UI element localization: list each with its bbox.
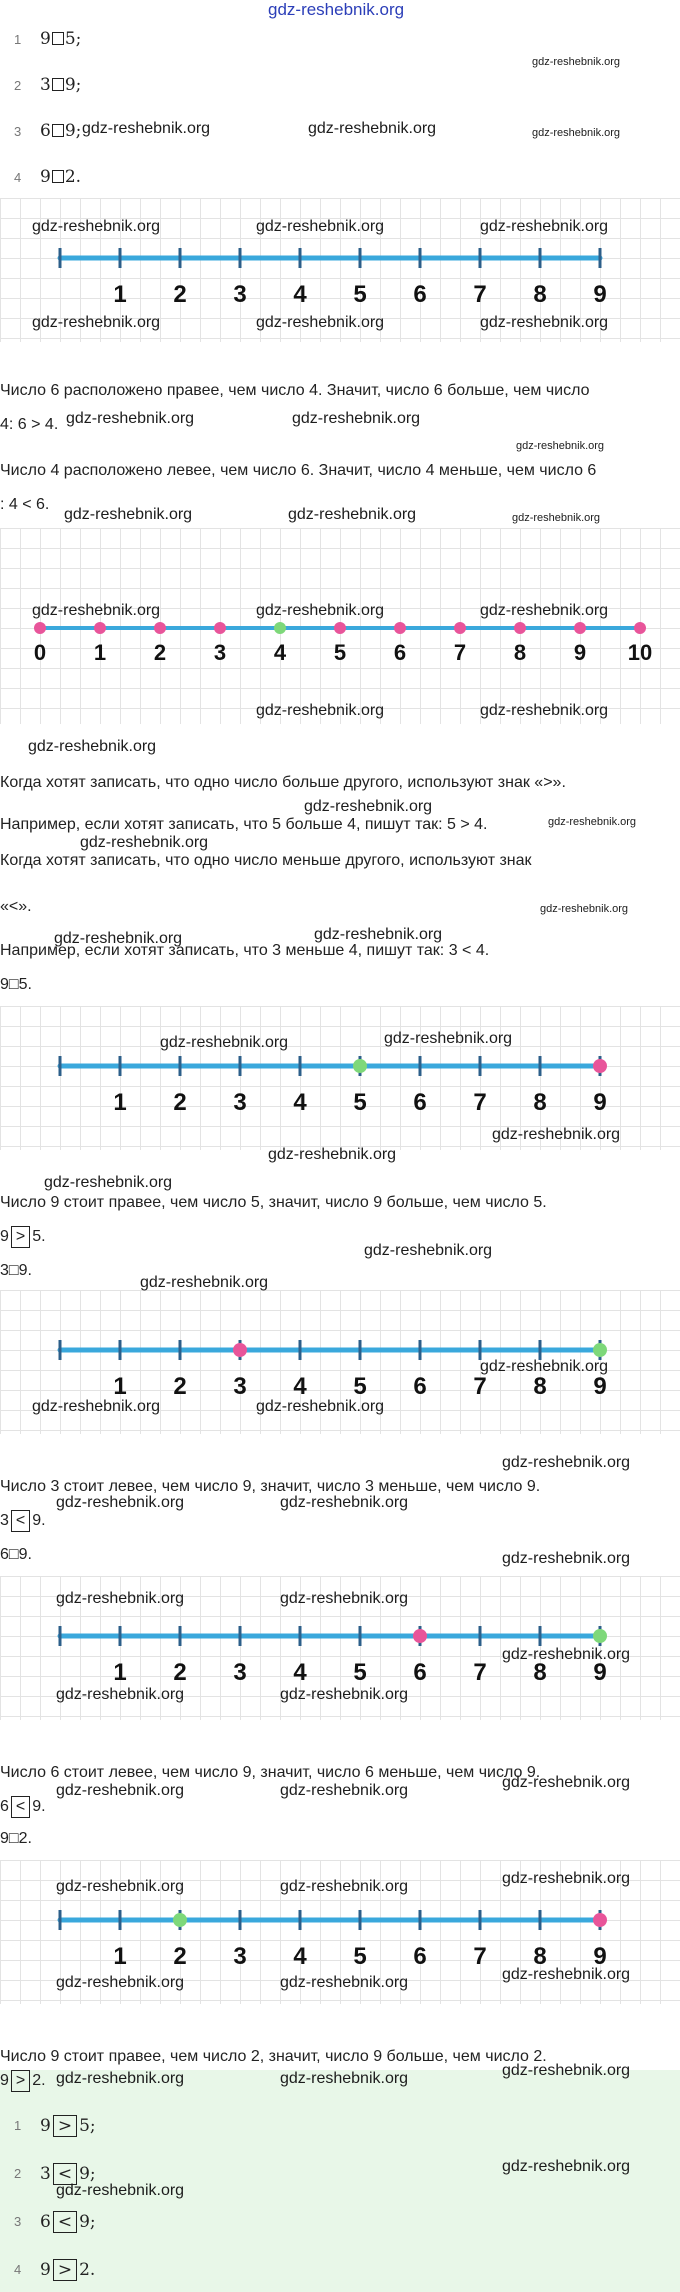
- task-row: 2 3 9;: [14, 75, 82, 95]
- watermark: gdz-reshebnik.org: [256, 1398, 385, 1415]
- number-line-2-panel: [0, 528, 680, 724]
- tick-label: 4: [293, 1373, 307, 1400]
- watermark: gdz-reshebnik.org: [32, 1398, 161, 1415]
- watermark: gdz-reshebnik.org: [502, 1966, 631, 1983]
- tick-label: 7: [473, 1943, 487, 1970]
- watermark: gdz-reshebnik.org: [480, 602, 609, 619]
- tick-label: 9: [593, 1373, 607, 1400]
- tick-label: 8: [533, 1659, 547, 1686]
- pink-point: [593, 1913, 607, 1927]
- tick-label: 5: [353, 1373, 367, 1400]
- watermark: gdz-reshebnik.org: [28, 738, 157, 755]
- tick-label: 0: [33, 640, 47, 665]
- watermark: gdz-reshebnik.org: [280, 1878, 409, 1895]
- pink-point: [413, 1629, 427, 1643]
- watermark: gdz-reshebnik.org: [256, 314, 385, 331]
- tick-label: 8: [533, 1943, 547, 1970]
- tick-label: 2: [173, 1089, 187, 1116]
- watermark: gdz-reshebnik.org: [56, 2070, 185, 2087]
- tick-label: 9: [593, 1943, 607, 1970]
- task-row: 1 9 5;: [14, 29, 82, 49]
- solution-2-result: 3 < 9.: [0, 1510, 46, 1532]
- tick-label: 9: [573, 640, 587, 665]
- watermark: gdz-reshebnik.org: [82, 120, 211, 137]
- tick-label: 9: [593, 1659, 607, 1686]
- solution-3-head: 6□9.: [0, 1546, 32, 1563]
- watermark: gdz-reshebnik.org: [256, 602, 385, 619]
- watermark: gdz-reshebnik.org: [492, 1126, 621, 1143]
- watermark: gdz-reshebnik.org: [256, 218, 385, 235]
- tick-label: 10: [627, 640, 653, 665]
- green-point: [353, 1059, 367, 1073]
- watermark: gdz-reshebnik.org: [364, 1242, 493, 1259]
- watermark: gdz-reshebnik.org: [280, 1974, 409, 1991]
- watermark: gdz-reshebnik.org: [280, 1590, 409, 1607]
- watermark: gdz-reshebnik.org: [314, 926, 443, 943]
- tick-label: 7: [473, 281, 487, 308]
- number-point: [574, 622, 586, 634]
- solution-1-head: 9□5.: [0, 976, 32, 993]
- watermark: gdz-reshebnik.org: [32, 314, 161, 331]
- site-header: gdz-reshebnik.org: [268, 0, 405, 19]
- solution-1-result: 9 > 5.: [0, 1226, 46, 1248]
- answer-row: 1 9 > 5;: [14, 2116, 96, 2136]
- rule-line-2: Например, если хотят записать, что 5 больше 4, пишут так: 5 > 4.: [0, 816, 488, 833]
- tick-label: 1: [113, 1373, 127, 1400]
- tick-label: 9: [593, 281, 607, 308]
- number-point: [214, 622, 226, 634]
- watermark: gdz-reshebnik.org: [56, 1782, 185, 1799]
- tick-label: 6: [393, 640, 407, 665]
- number-point: [334, 622, 346, 634]
- watermark: gdz-reshebnik.org: [384, 1030, 513, 1047]
- explanation-line-2: 4: 6 > 4.: [0, 416, 59, 433]
- watermark: gdz-reshebnik.org: [32, 602, 161, 619]
- watermark: gdz-reshebnik.org: [502, 1454, 631, 1471]
- tick-label: 3: [233, 1373, 247, 1400]
- watermark: gdz-reshebnik.org: [516, 440, 605, 452]
- watermark: gdz-reshebnik.org: [160, 1034, 289, 1051]
- tick-label: 6: [413, 281, 427, 308]
- watermark: gdz-reshebnik.org: [280, 1782, 409, 1799]
- tick-label: 6: [413, 1943, 427, 1970]
- rule-line-4: «<».: [0, 898, 32, 915]
- rule-line-5: Например, если хотят записать, что 3 меньше 4, пишут так: 3 < 4.: [0, 942, 490, 959]
- watermark: gdz-reshebnik.org: [56, 1494, 185, 1511]
- watermark: gdz-reshebnik.org: [44, 1174, 173, 1191]
- watermark: gdz-reshebnik.org: [480, 314, 609, 331]
- watermark: gdz-reshebnik.org: [502, 2062, 631, 2079]
- watermark: gdz-reshebnik.org: [280, 1686, 409, 1703]
- watermark: gdz-reshebnik.org: [54, 930, 183, 947]
- tick-label: 5: [333, 640, 347, 665]
- rule-line-1: Когда хотят записать, что одно число больше другого, используют знак «>».: [0, 774, 566, 791]
- tick-label: 4: [293, 1089, 307, 1116]
- tick-label: 5: [353, 1943, 367, 1970]
- tick-label: 7: [473, 1089, 487, 1116]
- number-point: [154, 622, 166, 634]
- tick-label: 4: [273, 640, 287, 665]
- solution-2-head: 3□9.: [0, 1262, 32, 1279]
- number-point: [394, 622, 406, 634]
- rule-line-3: Когда хотят записать, что одно число меньше другого, используют знак: [0, 852, 532, 869]
- watermark: gdz-reshebnik.org: [140, 1274, 269, 1291]
- tick-label: 1: [93, 640, 107, 665]
- number-point: [454, 622, 466, 634]
- watermark: gdz-reshebnik.org: [502, 1774, 631, 1791]
- number-point: [34, 622, 46, 634]
- tick-label: 2: [173, 1373, 187, 1400]
- watermark: gdz-reshebnik.org: [280, 2070, 409, 2087]
- tick-label: 8: [533, 281, 547, 308]
- number-point: [514, 622, 526, 634]
- watermark: gdz-reshebnik.org: [308, 120, 437, 137]
- watermark: gdz-reshebnik.org: [480, 702, 609, 719]
- watermark: gdz-reshebnik.org: [66, 410, 195, 427]
- tick-label: 3: [233, 281, 247, 308]
- answer-row: 2 3 < 9;: [14, 2164, 96, 2184]
- green-point: [593, 1343, 607, 1357]
- tick-label: 1: [113, 1089, 127, 1116]
- watermark: gdz-reshebnik.org: [502, 1870, 631, 1887]
- watermark: gdz-reshebnik.org: [56, 1974, 185, 1991]
- tick-label: 5: [353, 1089, 367, 1116]
- solution-4-head: 9□2.: [0, 1830, 32, 1847]
- solution-4-result: 9 > 2.: [0, 2070, 46, 2092]
- tick-label: 2: [173, 1659, 187, 1686]
- tick-label: 9: [593, 1089, 607, 1116]
- watermark: gdz-reshebnik.org: [56, 1878, 185, 1895]
- tick-label: 5: [353, 281, 367, 308]
- answer-row: 4 9 > 2.: [14, 2260, 96, 2280]
- watermark: gdz-reshebnik.org: [256, 702, 385, 719]
- tick-label: 2: [173, 1943, 187, 1970]
- answer-row: 3 6 < 9;: [14, 2212, 96, 2232]
- solution-3-result: 6 < 9.: [0, 1796, 46, 1818]
- watermark: gdz-reshebnik.org: [280, 1494, 409, 1511]
- watermark: gdz-reshebnik.org: [502, 1646, 631, 1663]
- tick-label: 8: [533, 1089, 547, 1116]
- watermark: gdz-reshebnik.org: [32, 218, 161, 235]
- explanation-line-4: : 4 < 6.: [0, 496, 50, 513]
- tick-label: 3: [233, 1089, 247, 1116]
- number-line-2: [0, 528, 680, 724]
- watermark: gdz-reshebnik.org: [502, 1550, 631, 1567]
- answers-block: [0, 2070, 680, 2292]
- tick-label: 8: [533, 1373, 547, 1400]
- explanation-line-1: Число 6 расположено правее, чем число 4. Значит, число 6 больше, чем число: [0, 382, 590, 399]
- tick-label: 3: [233, 1943, 247, 1970]
- tick-label: 4: [293, 281, 307, 308]
- watermark: gdz-reshebnik.org: [64, 506, 193, 523]
- green-point: [173, 1913, 187, 1927]
- tick-label: 1: [113, 1659, 127, 1686]
- pink-point: [233, 1343, 247, 1357]
- tick-label: 1: [113, 1943, 127, 1970]
- tick-label: 7: [453, 640, 467, 665]
- task-row: 3 6 9;: [14, 121, 82, 141]
- tick-label: 4: [293, 1943, 307, 1970]
- solution-1-sentence: Число 9 стоит правее, чем число 5, значит, число 9 больше, чем число 5.: [0, 1194, 547, 1211]
- watermark: gdz-reshebnik.org: [502, 2158, 631, 2175]
- tick-label: 3: [213, 640, 227, 665]
- tick-label: 6: [413, 1659, 427, 1686]
- watermark: gdz-reshebnik.org: [268, 1146, 397, 1163]
- watermark: gdz-reshebnik.org: [480, 218, 609, 235]
- watermark: gdz-reshebnik.org: [480, 1358, 609, 1375]
- watermark: gdz-reshebnik.org: [540, 903, 629, 915]
- watermark: gdz-reshebnik.org: [80, 834, 209, 851]
- tick-label: 8: [513, 640, 527, 665]
- watermark: gdz-reshebnik.org: [56, 2182, 185, 2199]
- tick-label: 6: [413, 1373, 427, 1400]
- green-point: [593, 1629, 607, 1643]
- tick-label: 2: [153, 640, 167, 665]
- solution-4-sentence: Число 9 стоит правее, чем число 2, значит, число 9 больше, чем число 2.: [0, 2048, 547, 2065]
- watermark: gdz-reshebnik.org: [532, 56, 621, 68]
- tick-label: 7: [473, 1373, 487, 1400]
- tick-label: 4: [293, 1659, 307, 1686]
- tick-label: 7: [473, 1659, 487, 1686]
- number-point: [94, 622, 106, 634]
- solution-3-sentence: Число 6 стоит левее, чем число 9, значит, число 6 меньше, чем число 9.: [0, 1764, 541, 1781]
- tick-label: 5: [353, 1659, 367, 1686]
- tick-label: 1: [113, 281, 127, 308]
- tick-label: 6: [413, 1089, 427, 1116]
- watermark: gdz-reshebnik.org: [288, 506, 417, 523]
- task-row: 4 9 2.: [14, 167, 82, 187]
- tick-label: 3: [233, 1659, 247, 1686]
- solution-2-sentence: Число 3 стоит левее, чем число 9, значит, число 3 меньше, чем число 9.: [0, 1478, 541, 1495]
- number-point: [274, 622, 286, 634]
- watermark: gdz-reshebnik.org: [56, 1686, 185, 1703]
- number-point: [634, 622, 646, 634]
- watermark: gdz-reshebnik.org: [292, 410, 421, 427]
- watermark: gdz-reshebnik.org: [304, 798, 433, 815]
- watermark: gdz-reshebnik.org: [56, 1590, 185, 1607]
- explanation-line-3: Число 4 расположено левее, чем число 6. Значит, число 4 меньше, чем число 6: [0, 462, 597, 479]
- watermark: gdz-reshebnik.org: [548, 816, 637, 828]
- watermark: gdz-reshebnik.org: [512, 512, 601, 524]
- tick-label: 2: [173, 281, 187, 308]
- watermark: gdz-reshebnik.org: [532, 127, 621, 139]
- pink-point: [593, 1059, 607, 1073]
